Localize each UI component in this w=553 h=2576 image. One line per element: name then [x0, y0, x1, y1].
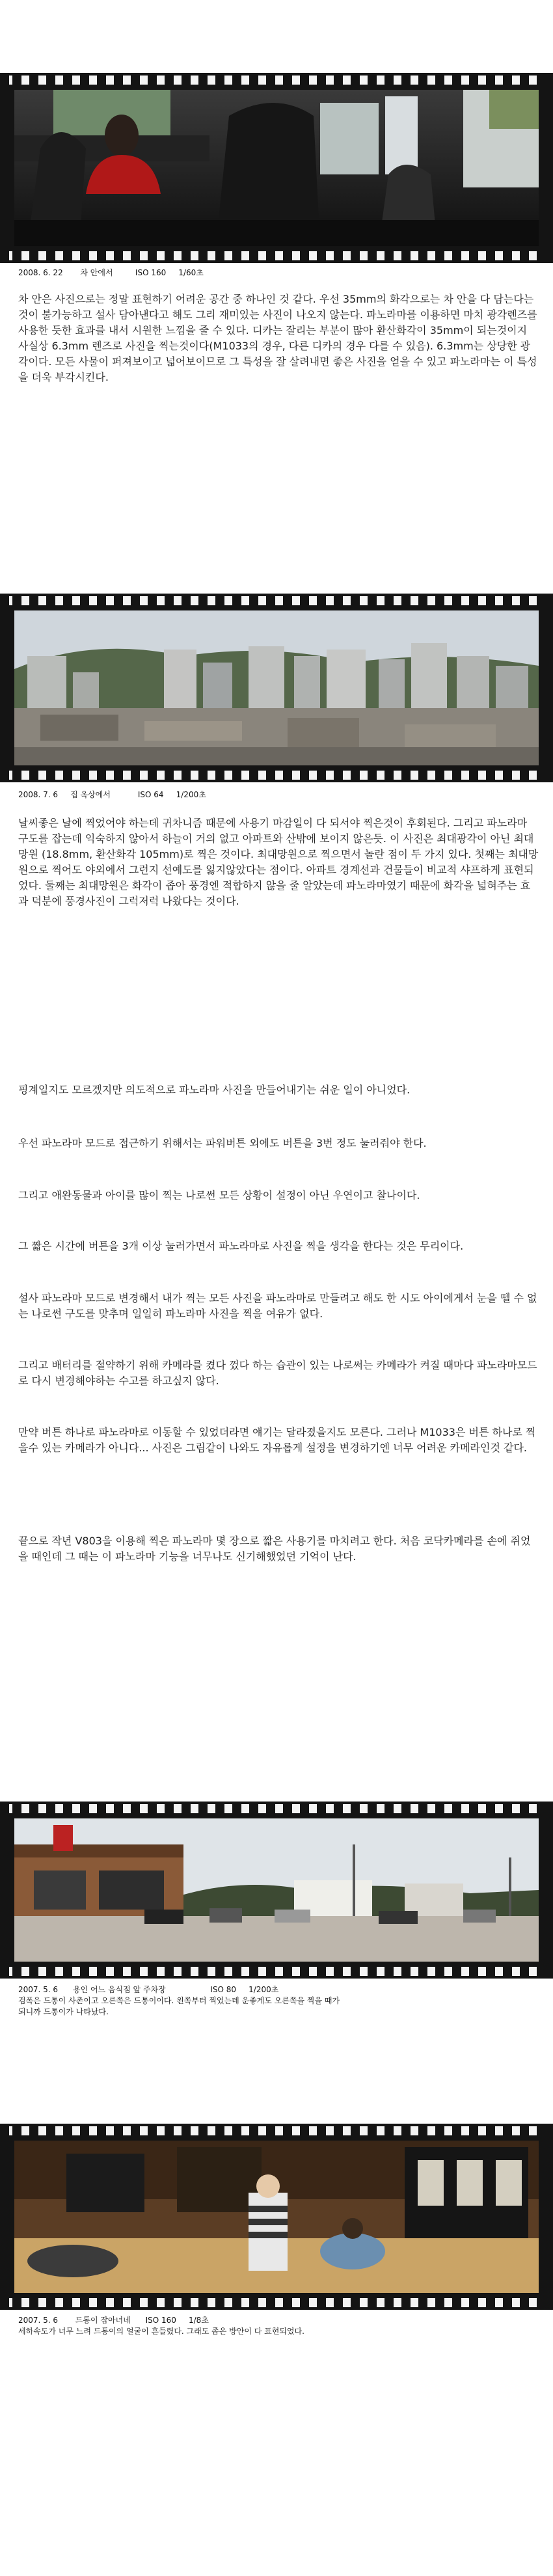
photo-3-caption: 2007. 5. 6 용인 어느 음식점 앞 주차장 ISO 80 1/200초 [18, 1985, 279, 1994]
photo-1-caption: 2008. 6. 22 차 안에서 ISO 160 1/60초 [18, 268, 204, 277]
paragraph-buttons: 우선 파노라마 모드로 접근하기 위해서는 파워버튼 외에도 버튼을 3번 정도 눌러줘야 한다. [18, 1137, 427, 1149]
photo-4-description: 세하속도가 너무 느려 드통이의 얼굴이 흔들렸다. 그래도 좁은 방안이 다 표현되었다. [18, 2327, 304, 2336]
paragraph-rooftop: 날씨좋은 날에 찍었어야 하는데 귀차니즘 때문에 사용기 마감일이 다 되서야 찍은것이 후회된다. 그리고 파노라마 구도를 잡는데 익숙하지 않아서 하늘이 거의 없고 아파트와 산밖에 보이지 않은듯. 이 사진은 최대광각이 아닌 최대망원 (18.8mm, 환산화각 105mm)로 찍은 것이다. 최대망원으로 찍으면서 놀란 점이 두 가지 있다. 첫째는 최대망원으로 찍어도 야외에서 그런지 선예도를 잃지않았다는 점이다. 아파트 경계선과 건물들이 비교적 샤프하게 표현되었다. 둘째는 최대망원은 화각이 좁아 풍경엔 적합하지 않을 줄 알았는데 파노라마였기 때문에 화각을 넓혀주는 효과 덕분에 풍경사진이 그럭저럭 나왔다는 것이다. [18, 817, 539, 907]
panorama-film-strip-2 [0, 594, 553, 782]
paragraph-v803: 끝으로 작년 V803을 이용해 찍은 파노라마 몇 장으로 짧은 사용기를 마치려고 한다. 처음 코닥카메라를 손에 쥐었을 때인데 그 때는 이 파노라마 기능을 너무나도 신기해했었던 기억이 난다. [18, 1535, 531, 1563]
photo-2-caption: 2008. 7. 6 집 옥상에서 ISO 64 1/200초 [18, 790, 206, 799]
paragraph-difficulty: 핑계일지도 모르겠지만 의도적으로 파노라마 사진을 만들어내기는 쉬운 일이 아니었다. [18, 1084, 411, 1096]
paragraph-no-room: 설사 파노라마 모드로 변경해서 내가 찍는 모든 사진을 파노라마로 만들려고 해도 한 시도 아이에게서 눈을 뗄 수 없는 나로썬 구도를 맞추며 일일히 파노라마 사진을 찍을 여유가 없다. [18, 1292, 537, 1320]
paragraph-chance: 그리고 애완동물과 아이를 많이 찍는 나로썬 모든 상황이 설정이 아닌 우연이고 찰나이다. [18, 1189, 420, 1201]
paragraph-one-button: 만약 버튼 하나로 파노라마로 이동할 수 있었더라면 얘기는 달라졌을지도 모른다. 그러나 M1033은 버튼 하나로 찍을수 있는 카메라가 아니다... 사진은 그림같이 나와도 자유롭게 설정을 변경하기엔 너무 어려운 카메라인것 같다. [18, 1426, 536, 1454]
photo-3-description: 검폭은 드통이 사촌이고 오른쪽은 드통이이다. 왼쪽부터 찍었는데 운좋게도 오른쪽을 찍을 때가 되니까 드통이가 나타났다. [18, 1996, 340, 2016]
paragraph-battery: 그리고 배터리를 절약하기 위해 카메라를 켰다 껐다 하는 습관이 있는 나로써는 카메라가 켜질 때마다 파노라마모드로 다시 변경해야하는 수고를 하고싶지 않다. [18, 1359, 537, 1387]
photo-indoor-room [14, 2141, 539, 2293]
panorama-film-strip-4 [0, 2124, 553, 2310]
photo-rooftop-city [14, 610, 539, 765]
panorama-film-strip-1 [0, 73, 553, 263]
photo-car-interior [14, 90, 539, 246]
paragraph-short-time: 그 짧은 시간에 버튼을 3개 이상 눌러가면서 파노라마로 사진을 찍을 생각을 한다는 것은 무리이다. [18, 1240, 464, 1252]
photo-parking-lot [14, 1818, 539, 1962]
paragraph-car: 차 안은 사진으로는 정말 표현하기 어려운 공간 중 하나인 것 같다. 우선 35mm의 화각으로는 차 안을 다 담는다는 것이 불가능하고 설사 담아낸다고 해도 그리 재미있는 사진이 나오지 않는다. 파노라마를 이용하면 마치 광각렌즈를 사용한 듯한 효과를 내서 시원한 느낌을 줄 수 있다. 디카는 잘리는 부분이 많아 환산화각이 35mm이 되는것이지 사실상 6.3mm 렌즈로 사진을 찍는것이다(M1033의 경우, 다른 디카의 경우 다를 수 있음). 6.3mm는 상당한 광각이다. 모든 사물이 퍼져보이고 넓어보이므로 그 특성을 잘 살려내면 좋은 사진을 얻을 수 있고 파노라마는 이 특성을 더욱 부각시킨다. [18, 293, 537, 383]
panorama-film-strip-3 [0, 1802, 553, 1979]
photo-4-caption: 2007. 5. 6 드통이 잡아녀네 ISO 160 1/8초 [18, 2316, 209, 2325]
